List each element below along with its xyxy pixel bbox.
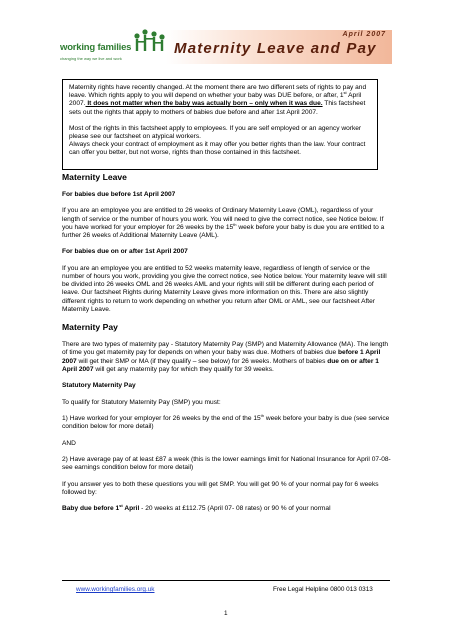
leave-text-before: If you are an employee you are entitled to 26 weeks of Ordinary Maternity Leave (OML), regardless of your length of service or the number of hours you work. You will need to give the correct notice, see Notice below. If you have worked for your employer for 26 weeks by the 15th week before your baby is due you are entitled to a further 26 weeks of Additional Maternity Leave (AML). bbox=[62, 207, 385, 239]
leave-text-after: If you are an employee you are entitled to 52 weeks maternity leave, regardless of length of service or the number of hours you work, providing you give the correct notice, see Notice below. Your maternity leave will still be divided into 26 weeks OML and 26 weeks AML and your rights will still be different during each period of leave. Our factsheet Rights during Maternity Leave gives more information on this. There are also slightly different rights to return to work depending on whether you return after OML or AML, see our factsheet After Maternity Leave. bbox=[62, 264, 387, 313]
pay-text: There are two types of maternity pay - Statutory Maternity Pay (SMP) and Maternity Allowance (MA). The length of time you get maternity pay for depends on when your baby was due. Mothers of babies due before 1 April 2007 will get their SMP or MA (if they qualify – see below) for 26 weeks. Mothers of babies due on or after 1 April 2007 will get any maternity pay for which they qualify for 39 weeks. bbox=[62, 341, 389, 373]
intro-box bbox=[62, 79, 378, 170]
smp-before-april: Baby due before 1st April - 20 weeks at £112.75 (April 07- 08 rates) or 90 % of your normal bbox=[62, 502, 331, 513]
page-title: Maternity Leave and Pay bbox=[174, 40, 377, 57]
smp-condition-1: 1) Have worked for your employer for 26 weeks by the end of the 15th week before your baby is due (see service condition below for more detail) bbox=[62, 412, 390, 431]
leave-subheading-after: For babies due on or after 1st April 2007 bbox=[62, 248, 188, 256]
intro-paragraph-1: Maternity rights have recently changed. At the moment there are two different sets of rights to pay and leave. Which rights apply to you will depend on whether your baby was DUE before, or after, 1st April 2007. It does not matter when the baby was actually born – only when it was due. This factsheet sets out the rights that apply to mothers of babies due before and after 1st April 2007. bbox=[69, 84, 367, 116]
legal-helpline: Free Legal Helpline 0800 013 0313 bbox=[273, 586, 373, 593]
website-link[interactable]: www.workingfamilies.org.uk bbox=[76, 586, 155, 593]
issue-date: April 2007 bbox=[342, 31, 386, 38]
page-number: 1 bbox=[224, 610, 228, 617]
leave-subheading-before: For babies due before 1st April 2007 bbox=[62, 191, 176, 198]
logo-wordmark: working families bbox=[60, 42, 132, 53]
maternity-pay-heading: Maternity Pay bbox=[62, 322, 118, 333]
footer-divider bbox=[62, 580, 390, 581]
intro-paragraph-2: Most of the rights in this factsheet apply to employees. If you are self employed or an agency worker please see our factsheet on atypical workers. Always check your contract of employment as it may offer you better rights than the law. Your contract can offer you better, but not worse, rights than those contained in this factsheet. bbox=[69, 124, 366, 157]
maternity-leave-heading: Maternity Leave bbox=[62, 172, 127, 182]
logo-tagline: changing the way we live and work bbox=[60, 56, 122, 61]
main-content bbox=[62, 172, 392, 522]
title-banner bbox=[166, 30, 392, 64]
smp-and: AND bbox=[62, 439, 76, 447]
smp-heading: Statutory Maternity Pay bbox=[62, 382, 136, 390]
family-figures-icon bbox=[132, 28, 168, 58]
smp-condition-2: 2) Have average pay of at least £87 a week (this is the lower earnings limit for National Insurance for April 07-08- see earnings condition below for more detail) bbox=[62, 455, 391, 472]
working-families-logo bbox=[58, 28, 168, 66]
smp-yes-text: If you answer yes to both these questions you will get SMP. You will get 90 % of your normal pay for 6 weeks followed by: bbox=[62, 480, 379, 496]
due-date-emphasis: It does not matter when the baby was actually born – only when it was due. bbox=[85, 100, 323, 108]
smp-intro: To qualify for Statutory Maternity Pay (SMP) you must: bbox=[62, 398, 221, 406]
